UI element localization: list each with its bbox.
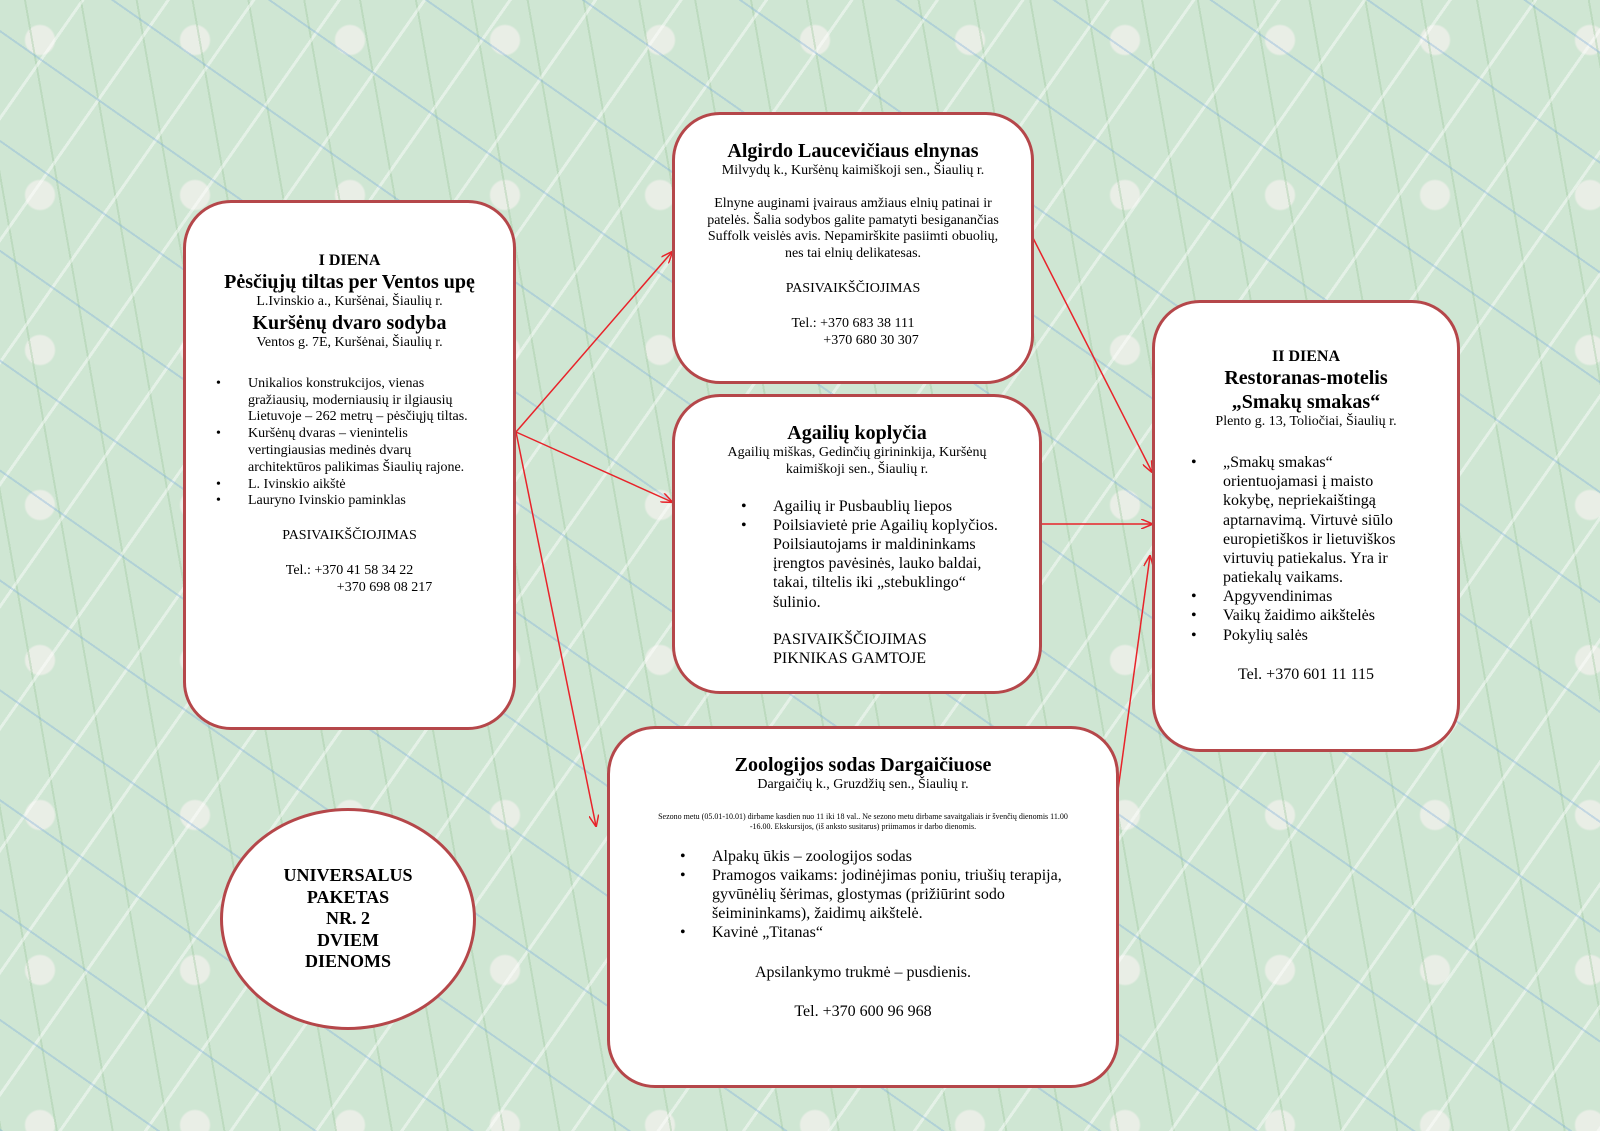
day1-phone-2: +370 698 08 217 (336, 579, 433, 595)
zoo-duration: Apsilankymo trukmė – pusdienis. (755, 963, 971, 981)
list-item: • Poilsiavietė prie Agailių koplyčios. Poilsiautojams ir maldininkams įrengtos pavėsinės, lauko baldai, takai, tiltelis iki „stebuklingo“ šulinio. (741, 516, 1009, 612)
list-item: • L. Ivinskio aikštė (216, 477, 483, 494)
zoo-phone: Tel. +370 600 96 968 (794, 1002, 932, 1020)
manor-address: Ventos g. 7E, Kuršėnai, Šiaulių r. (256, 334, 443, 350)
package-line: NR. 2 (325, 908, 370, 929)
koplycia-activities (705, 630, 1009, 668)
elnynas-phone-1: Tel.: +370 683 38 111 (791, 315, 915, 331)
koplycia-title: Agailių koplyčia (787, 422, 927, 444)
koplycia-activity-1: PASIVAIKŠČIOJIMAS (773, 630, 927, 648)
restaurant-title-1: Restoranas-motelis (1224, 367, 1388, 390)
day1-activity: PASIVAIKŠČIOJIMAS (282, 528, 417, 544)
elnynas-description: Elnyne auginami įvairaus amžiaus elnių patinai ir patelės. Šalia sodybos galite pamatyti besiganančias Suffolk veislės avis. Nepamirškite pasiimti obuolių, nes tai elnių delikatesas. (707, 195, 999, 262)
restaurant-phone: Tel. +370 601 11 115 (1237, 665, 1375, 683)
package-circle (220, 808, 476, 1030)
restaurant-address: Plento g. 13, Toliočiai, Šiaulių r. (1215, 414, 1397, 430)
arrow-zoo-to-day2 (1118, 556, 1150, 790)
zoo-address: Dargaičių k., Gruzdžių sen., Šiaulių r. (757, 777, 969, 792)
list-item: • Pokylių salės (1191, 626, 1427, 645)
list-item: • Unikalios konstrukcijos, vienas gražiausių, moderniausių ir ilgiausių Lietuvoje – 262 metrų – pėsčiųjų tiltas. (216, 376, 483, 426)
list-item: • Pramogos vaikams: jodinėjimas poniu, triušių terapija, gyvūnėlių šėrimas, glostymas (prižiūrint sodo šeimininkams), žaidimų aikštelė. (680, 866, 1076, 924)
day1-phone-1: Tel.: +370 41 58 34 22 (285, 562, 414, 578)
list-item: • „Smakų smakas“ orientuojamasi į maisto kokybę, nepriekaištingą aptarnavimą. Virtuvė siūlo europietiškos ir lietuviškos virtuvių patiekalus. Yra ir patiekalų vaikams. (1191, 453, 1427, 587)
restaurant-list (1185, 453, 1427, 645)
arrow-day1-to-zoo (516, 432, 596, 826)
koplycia-box (672, 394, 1042, 694)
koplycia-list (705, 497, 1009, 612)
list-item: • Alpakų ūkis – zoologijos sodas (680, 847, 1076, 866)
footbridge-address: L.Ivinskio a., Kuršėnai, Šiaulių r. (256, 294, 443, 310)
elnynas-activity: PASIVAIKŠČIOJIMAS (785, 280, 921, 296)
arrow-day1-to-koplycia (516, 432, 672, 502)
arrow-day1-to-elnynas (516, 252, 672, 432)
koplycia-activity-2: PIKNIKAS GAMTOJE (773, 649, 927, 667)
elnynas-phones (697, 316, 1009, 350)
package-line: DIENOMS (304, 951, 391, 972)
elnynas-box (672, 112, 1034, 384)
zoo-box (607, 726, 1119, 1088)
manor-title: Kuršėnų dvaro sodyba (252, 311, 447, 334)
list-item: • Vaikų žaidimo aikštelės (1191, 606, 1427, 625)
package-line: UNIVERSALUS (283, 865, 413, 886)
package-label (283, 865, 412, 973)
zoo-list (650, 847, 1076, 943)
list-item: • Kavinė „Titanas“ (680, 923, 1076, 942)
day1-list (216, 376, 483, 510)
restaurant-title-2: „Smakų smakas“ (1231, 391, 1381, 414)
footbridge-title: Pėsčiųjų tiltas per Ventos upę (224, 271, 475, 294)
zoo-title: Zoologijos sodas Dargaičiuose (734, 754, 992, 776)
elnynas-address: Milvydų k., Kuršėnų kaimiškoji sen., Šiaulių r. (721, 163, 985, 178)
list-item: • Kuršėnų dvaras – vienintelis vertingiausias medinės dvarų architektūros palikimas Šiaulių rajone. (216, 426, 483, 476)
day1-phones (216, 563, 483, 597)
list-item: • Apgyvendinimas (1191, 587, 1427, 606)
day2-box (1152, 300, 1460, 752)
elnynas-title: Algirdo Laucevičiaus elnynas (727, 140, 979, 162)
day1-label: I DIENA (318, 252, 381, 269)
day1-box (183, 200, 516, 730)
day2-label: II DIENA (1271, 348, 1340, 365)
package-line: PAKETAS (306, 886, 390, 907)
package-line: DVIEM (316, 929, 379, 950)
koplycia-address: Agailių miškas, Gedinčių girininkija, Kuršėnų kaimiškoji sen., Šiaulių r. (727, 445, 987, 477)
elnynas-phone-2: +370 680 30 307 (823, 332, 919, 348)
zoo-hours: Sezono metu (05.01-10.01) dirbame kasdien nuo 11 iki 18 val.. Ne sezono metu dirbame savaitgaliais ir švenčių dienomis 11.00 -16.00. Ekskursijos, (iš anksto susitarus) priimamos ir darbo dienomis. (658, 811, 1068, 832)
arrow-elnynas-to-day2 (1032, 236, 1152, 472)
list-item: • Agailių ir Pusbaublių liepos (741, 497, 1009, 516)
list-item: • Lauryno Ivinskio paminklas (216, 493, 483, 510)
